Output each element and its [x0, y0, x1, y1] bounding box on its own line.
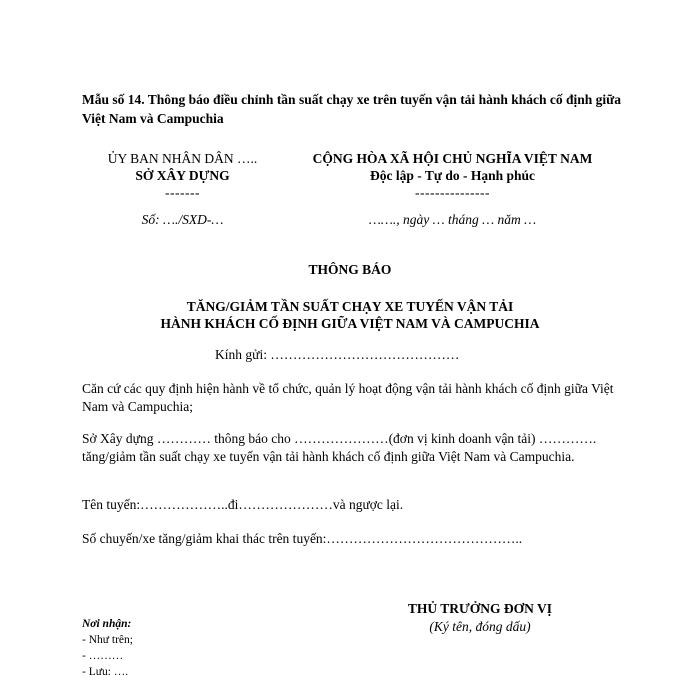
recipients-label: Nơi nhận: [82, 618, 132, 630]
national-title: CỘNG HÒA XÃ HỘI CHỦ NGHĨA VIỆT NAM [312, 151, 593, 166]
header-right [285, 150, 620, 228]
agency-line: ỦY BAN NHÂN DÂN ….. [107, 151, 258, 166]
recipient-line: Kính gửi: …………………………………… [215, 347, 460, 362]
signature-note: (Ký tên, đóng dấu) [429, 619, 531, 634]
document-number: Số: …./SXD-… [141, 212, 224, 227]
national-motto: Độc lập - Tự do - Hạnh phúc [369, 168, 536, 183]
signature-block [380, 600, 580, 636]
department-name: SỞ XÂY DỰNG [135, 168, 230, 183]
basis-paragraph: Căn cứ các quy định hiện hành về tổ chức, quản lý hoạt động vận tải hành khách cố định giữa Việt Nam và Campuchia; [82, 381, 614, 414]
trips-line: Số chuyến/xe tăng/giảm khai thác trên tuyến:…………………………………….. [82, 531, 523, 546]
header-left-separator: ------- [165, 185, 200, 200]
route-line: Tên tuyến:………………..đi…………………và ngược lại. [82, 497, 404, 512]
recipients-list [82, 616, 133, 680]
header-left [60, 150, 305, 228]
form-title: Mẫu số 14. Thông báo điều chỉnh tần suất chạy xe trên tuyến vận tải hành khách cố định giữa Việt Nam và Campuchia [82, 92, 621, 126]
document-heading: THÔNG BÁO [308, 262, 392, 277]
recipient-item: - Như trên; [82, 634, 133, 646]
notice-paragraph: Sở Xây dựng ………… thông báo cho …………………(đơn vị kinh doanh vận tải) …………. tăng/giảm tần suất chạy xe tuyến vận tải hành khách cố định giữa Việt Nam và Campuchia. [82, 431, 597, 464]
document-date: ……., ngày … tháng … năm … [368, 212, 537, 227]
subheading-line-1: TĂNG/GIẢM TẦN SUẤT CHẠY XE TUYẾN VẬN TẢI [186, 299, 514, 314]
header-right-separator: --------------- [415, 185, 490, 200]
recipient-item: - Lưu: …. [82, 666, 129, 678]
signature-title: THỦ TRƯỞNG ĐƠN VỊ [407, 601, 553, 616]
document-subheading [60, 298, 640, 332]
subheading-line-2: HÀNH KHÁCH CỐ ĐỊNH GIỮA VIỆT NAM VÀ CAMPUCHIA [160, 316, 540, 331]
recipient-item: - ……… [82, 650, 124, 662]
